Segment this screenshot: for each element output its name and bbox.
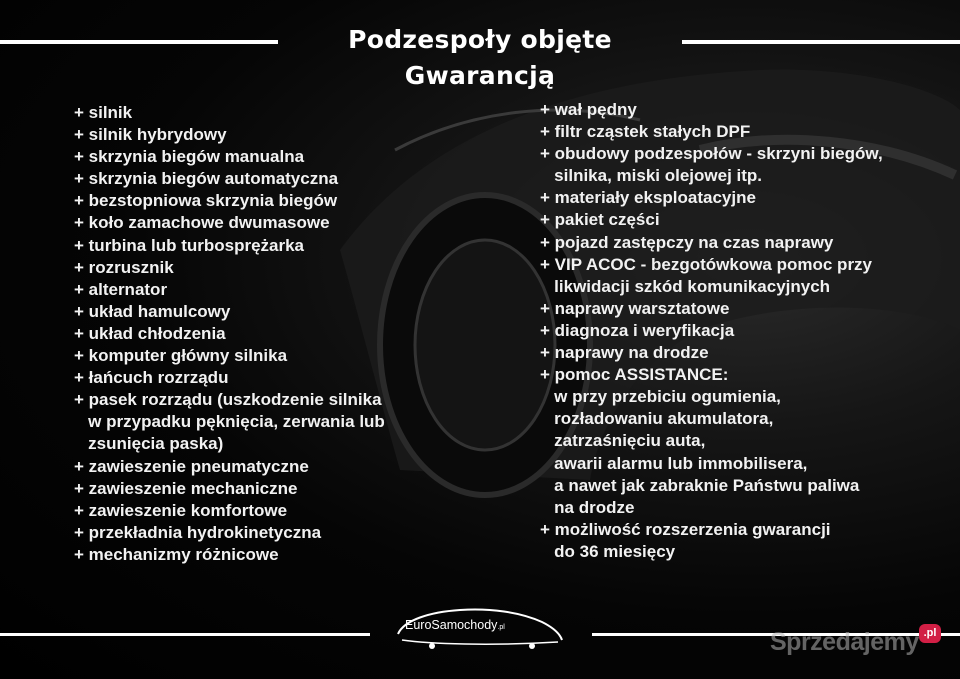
list-item: + silnik hybrydowy [74, 125, 227, 145]
logo-suffix: .pl [497, 624, 505, 631]
list-item: a nawet jak zabraknie Państwu paliwa [540, 475, 860, 495]
list-item: + naprawy warsztatowe [540, 298, 730, 318]
list-item: + zawieszenie pneumatyczne [74, 456, 309, 476]
list-item: + silnik [74, 103, 133, 122]
covered-components-list-right [540, 99, 950, 563]
list-item: + naprawy na drodze [540, 343, 709, 363]
list-item: + układ chłodzenia [74, 323, 226, 343]
list-item: + VIP ACOC - bezgotówkowa pomoc przy [540, 254, 873, 274]
page-title: Podzespoły objęte Gwarancją [348, 25, 612, 90]
list-item: + pomoc ASSISTANCE: [540, 365, 729, 385]
list-item: + zawieszenie komfortowe [74, 500, 288, 520]
list-item: zsunięcia paska) [74, 434, 224, 454]
list-item: + przekładnia hydrokinetyczna [74, 522, 322, 542]
list-item: + pojazd zastępczy na czas naprawy [540, 232, 834, 252]
list-item: likwidacji szkód komunikacyjnych [540, 276, 831, 296]
title-divider-right [682, 40, 960, 44]
list-item: + pakiet części [540, 210, 660, 230]
list-item: + pasek rozrządu (uszkodzenie silnika [74, 390, 382, 410]
list-item: + skrzynia biegów manualna [74, 147, 305, 167]
sprzedajemy-watermark: Sprzedajemy [770, 628, 919, 656]
list-item: zatrzaśnięciu auta, [540, 431, 706, 451]
list-item: + skrzynia biegów automatyczna [74, 169, 339, 189]
watermark-badge: .pl [919, 624, 941, 643]
list-item: + łańcuch rozrządu [74, 368, 229, 388]
list-item: + rozrusznik [74, 257, 174, 277]
list-item: do 36 miesięcy [540, 541, 676, 561]
list-item: + wał pędny [540, 100, 637, 119]
header [0, 22, 960, 90]
list-item: + materiały eksploatacyjne [540, 188, 756, 208]
list-item: + turbina lub turbosprężarka [74, 235, 305, 255]
list-item: rozładowaniu akumulatora, [540, 409, 774, 429]
list-item: + diagnoza i weryfikacja [540, 320, 735, 340]
list-item: + możliwość rozszerzenia gwarancji [540, 519, 831, 539]
list-item: na drodze [540, 497, 635, 517]
list-item: + mechanizmy różnicowe [74, 544, 279, 564]
logo-text: EuroSamochody [405, 618, 498, 632]
title-divider-left [0, 40, 278, 44]
list-item: + filtr cząstek stałych DPF [540, 122, 751, 142]
eurosamochody-logo [405, 618, 505, 632]
list-item: + koło zamachowe dwumasowe [74, 213, 330, 233]
footer-divider-left [0, 633, 370, 636]
covered-components-list-left [74, 102, 504, 566]
list-item: + alternator [74, 279, 168, 299]
list-item: awarii alarmu lub immobilisera, [540, 453, 808, 473]
list-item: silnika, miski olejowej itp. [540, 166, 763, 186]
list-item: + zawieszenie mechaniczne [74, 478, 298, 498]
list-item: + komputer główny silnika [74, 346, 288, 366]
list-item: + obudowy podzespołów - skrzyni biegów, [540, 144, 883, 164]
list-item: w przy przebiciu ogumienia, [540, 387, 781, 407]
list-item: + bezstopniowa skrzynia biegów [74, 191, 338, 211]
list-item: w przypadku pęknięcia, zerwania lub [74, 412, 385, 432]
list-item: + układ hamulcowy [74, 301, 231, 321]
